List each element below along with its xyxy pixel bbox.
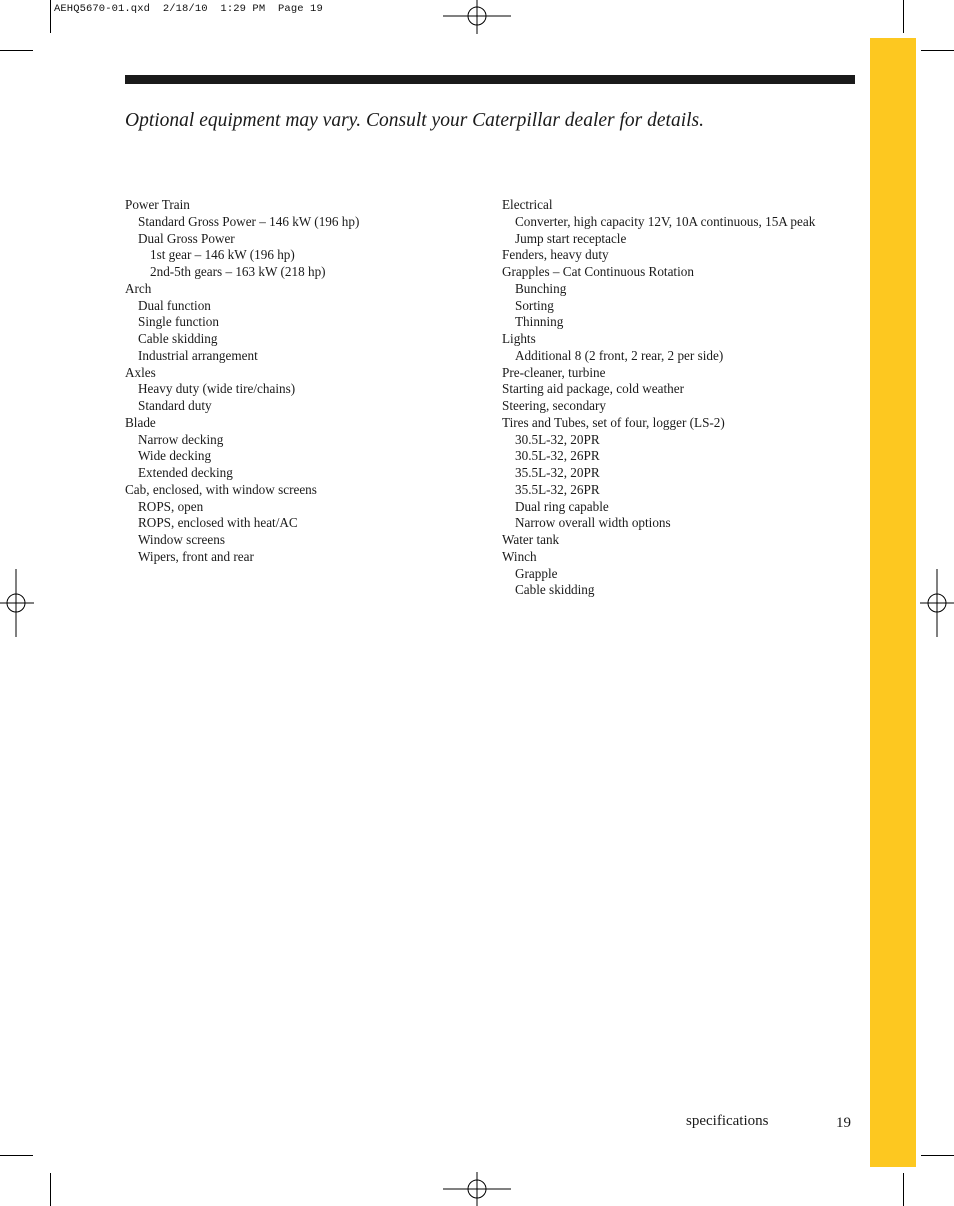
equipment-category: Water tank xyxy=(502,532,560,547)
registration-mark-top xyxy=(443,0,511,34)
footer-section-label: specifications xyxy=(686,1113,769,1129)
equipment-option: Sorting xyxy=(515,297,554,313)
equipment-option: Dual ring capable xyxy=(515,498,609,514)
equipment-option: Single function xyxy=(138,314,219,330)
equipment-category: Winch xyxy=(502,548,537,564)
equipment-option: Wipers, front and rear xyxy=(138,548,254,564)
equipment-category: Starting aid package, cold weather xyxy=(502,381,684,397)
equipment-option: Thinning xyxy=(515,314,564,330)
equipment-option: Dual function xyxy=(138,297,211,313)
equipment-option: Narrow decking xyxy=(138,431,224,447)
equipment-option: Bunching xyxy=(515,280,567,296)
crop-mark-top-right-v xyxy=(903,0,904,33)
crop-mark-top-right-h xyxy=(921,50,954,51)
equipment-category: Fenders, heavy duty xyxy=(502,247,609,263)
equipment-list-left xyxy=(125,197,359,566)
crop-mark-bottom-left-v xyxy=(50,1173,51,1206)
equipment-option: 2nd-5th gears – 163 kW (218 hp) xyxy=(150,264,326,279)
equipment-option: 35.5L-32, 26PR xyxy=(515,481,600,497)
page-headline: Optional equipment may vary. Consult your Caterpillar dealer for details. xyxy=(125,110,705,131)
equipment-option: Grapple xyxy=(515,565,558,581)
page-number: 19 xyxy=(836,1115,851,1131)
equipment-option: Heavy duty (wide tire/chains) xyxy=(138,381,296,397)
crop-mark-top-left-v xyxy=(50,0,51,33)
registration-mark-left xyxy=(0,569,34,637)
crop-mark-top-left-h xyxy=(0,50,33,51)
equipment-option: Converter, high capacity 12V, 10A continuous, 15A peak xyxy=(515,213,816,229)
crop-mark-bottom-right-h xyxy=(921,1155,954,1156)
equipment-list-right xyxy=(502,197,815,599)
equipment-option: Standard duty xyxy=(138,398,212,413)
equipment-option: 35.5L-32, 20PR xyxy=(515,465,600,480)
equipment-category: Steering, secondary xyxy=(502,398,606,413)
equipment-option: ROPS, open xyxy=(138,498,204,514)
print-slug: AEHQ5670-01.qxd 2/18/10 1:29 PM Page 19 xyxy=(54,3,323,15)
accent-strip xyxy=(870,38,916,1167)
equipment-category: Lights xyxy=(502,331,536,346)
equipment-option: Additional 8 (2 front, 2 rear, 2 per side) xyxy=(515,347,724,363)
equipment-option: Jump start receptacle xyxy=(515,230,627,246)
equipment-option: Standard Gross Power – 146 kW (196 hp) xyxy=(138,213,360,229)
equipment-option: Dual Gross Power xyxy=(138,230,235,246)
equipment-category: Power Train xyxy=(125,197,190,212)
crop-mark-bottom-left-h xyxy=(0,1155,33,1156)
equipment-category: Tires and Tubes, set of four, logger (LS-2) xyxy=(502,414,725,430)
equipment-option: ROPS, enclosed with heat/AC xyxy=(138,515,298,531)
equipment-category: Arch xyxy=(125,280,152,296)
equipment-option: Wide decking xyxy=(138,448,212,464)
equipment-category: Pre-cleaner, turbine xyxy=(502,364,606,380)
equipment-option: Extended decking xyxy=(138,465,233,480)
equipment-category: Electrical xyxy=(502,197,553,212)
equipment-option: Narrow overall width options xyxy=(515,515,671,531)
equipment-category: Blade xyxy=(125,414,156,430)
equipment-category: Grapples – Cat Continuous Rotation xyxy=(502,264,694,279)
equipment-option: Industrial arrangement xyxy=(138,347,258,363)
equipment-option: Cable skidding xyxy=(138,331,218,346)
registration-mark-bottom xyxy=(443,1172,511,1206)
equipment-option: 1st gear – 146 kW (196 hp) xyxy=(150,247,295,263)
equipment-option: 30.5L-32, 26PR xyxy=(515,448,600,464)
equipment-option: 30.5L-32, 20PR xyxy=(515,431,600,447)
equipment-category: Axles xyxy=(125,364,156,380)
header-rule xyxy=(125,75,855,84)
crop-mark-bottom-right-v xyxy=(903,1173,904,1206)
registration-mark-right xyxy=(920,569,954,637)
equipment-option: Window screens xyxy=(138,532,225,547)
equipment-option: Cable skidding xyxy=(515,582,595,598)
equipment-category: Cab, enclosed, with window screens xyxy=(125,481,317,497)
